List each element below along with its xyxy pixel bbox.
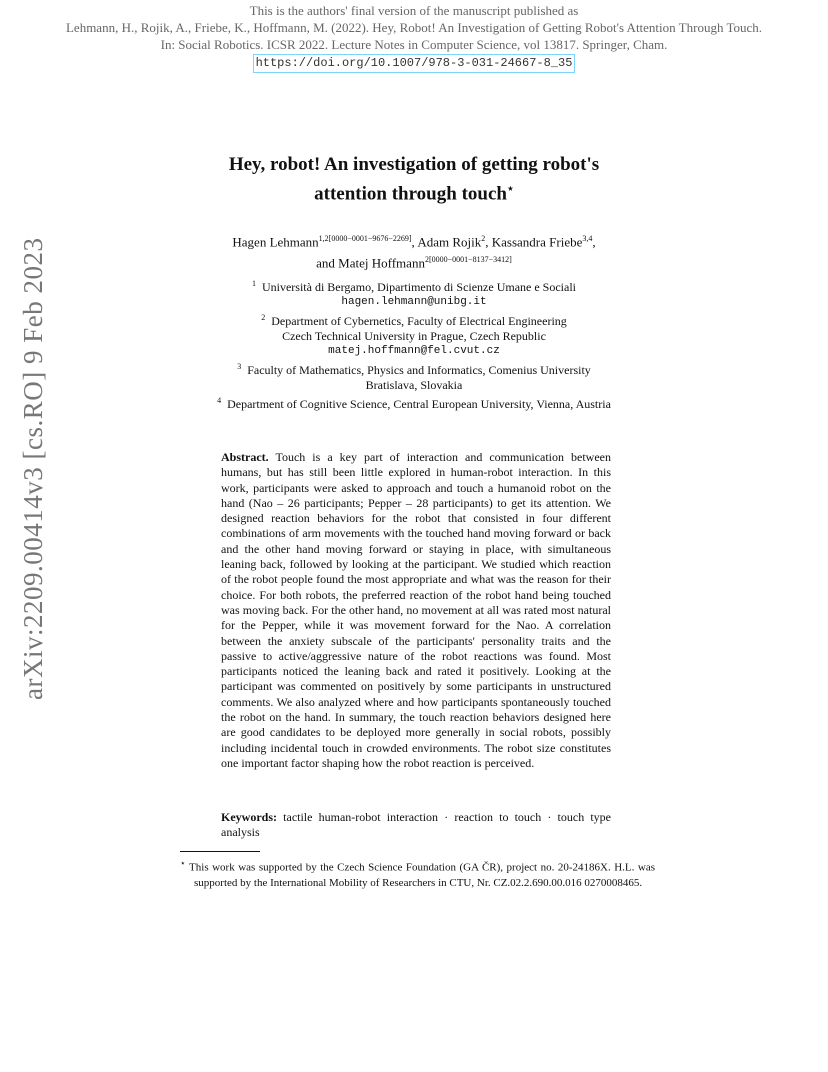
affiliation-3 [160,359,668,393]
affiliation-text: Faculty of Mathematics, Physics and Informatics, Comenius University [247,363,591,377]
footnote-marker: ⋆ [180,858,186,868]
affiliation-text: Bratislava, Slovakia [365,378,463,392]
footnote-text: This work was supported by the Czech Science Foundation (GA ČR), project no. 20-24186X. H.L. was supported by the International Mobility of Researchers in CTU, Nr. CZ.02.2.690.00.016 0270008465. [189,861,655,889]
footnote [180,856,655,891]
affiliation-number: 4 [217,396,222,405]
abstract-text: Touch is a key part of interaction and communication between humans, but has still been little explored in human-robot interaction. In this work, participants were asked to approach and touch a humanoid robot on the hand (Nao – 26 participants; Pepper – 28 participants) to get its attention. We designed reaction behaviors for the robot that consisted in four different combinations of arm movements with the touched hand moving forward or back and the other hand moving forward or staying in place, with simultaneous leaning back, followed by looking at the participant. We studied which reaction of the robot people found the most appropriate and what was the reason for their choice. For both robots, the preferred reaction of the robot hand being touched was moving back. For the other hand, no movement at all was rated most natural for the Pepper, while it was movement forward for the Nao. A correlation between the anxiety subscale of the participants' personality traits and the passive to active/aggressive nature of the robot reactions was found. Most participants noticed the leaning back and rated it positively. Looking at the participant was commented on positively by some participants in unstructured comments. We also analyzed where and how participants spontaneously touched the robot on the hand. In summary, the touch reaction behaviors designed here are good candidates to be deployed more generally in social robots, possibly including incidental touch in crowded environments. The robot size constitutes one important factor shaping how the robot reaction is perceived. [221,450,611,770]
author-name: and Matej Hoffmann [316,255,425,271]
author-name: Hagen Lehmann [232,234,319,250]
affiliation-2 [160,310,668,359]
title-line-2: attention through touch [314,183,507,205]
footnote-divider [180,851,260,852]
author-email[interactable]: hagen.lehmann@unibg.it [341,296,487,308]
affiliation-number: 3 [237,362,242,371]
affiliation-1 [160,276,668,310]
abstract [221,450,611,771]
keywords [221,810,611,841]
author-email[interactable]: matej.hoffmann@fel.cvut.cz [328,345,500,357]
abstract-label: Abstract. [221,450,269,464]
author-name: , Adam Rojik [411,234,482,250]
arxiv-identifier: arXiv:2209.00414v3 [cs.RO] 9 Feb 2023 [18,237,48,700]
affiliation-text: Czech Technical University in Prague, Czech Republic [282,329,546,343]
publication-notice [0,2,828,73]
affiliation-text: Department of Cybernetics, Faculty of Electrical Engineering [271,314,567,328]
keywords-label: Keywords: [221,810,277,824]
author-affiliation-mark: 1,2[0000−0001−9676−2269] [318,234,412,243]
title-footnote-marker[interactable]: ⋆ [506,183,514,195]
title-line-1: Hey, robot! An investigation of getting robot's [228,154,600,175]
notice-line-3: In: Social Robotics. ICSR 2022. Lecture Notes in Computer Science, vol 13817. Springer, Cham. [160,37,668,52]
doi-link[interactable]: https://doi.org/10.1007/978-3-031-24667-8_35 [253,54,576,73]
affiliations [160,276,668,412]
notice-line-1: This is the authors' final version of the manuscript published as [249,3,579,18]
author-separator: , [592,234,596,250]
affiliation-4 [160,393,668,412]
notice-line-2: Lehmann, H., Rojik, A., Friebe, K., Hoffmann, M. (2022). Hey, Robot! An Investigation of Getting Robot's Attention Through Touch. [65,20,763,35]
paper-title [150,152,678,206]
affiliation-text: Università di Bergamo, Dipartimento di Scienze Umane e Sociali [261,280,577,294]
author-affiliation-mark: 3,4 [582,234,593,243]
affiliation-number: 1 [251,279,256,288]
affiliation-text: Department of Cognitive Science, Central European University, Vienna, Austria [227,397,611,411]
author-affiliation-mark: 2[0000−0001−8137−3412] [424,255,512,265]
author-name: , Kassandra Friebe [485,234,583,250]
affiliation-number: 2 [261,313,266,322]
author-list [140,230,688,273]
keywords-text: tactile human-robot interaction · reaction to touch · touch type analysis [221,810,612,840]
author-affiliation-mark: 2 [481,234,486,243]
